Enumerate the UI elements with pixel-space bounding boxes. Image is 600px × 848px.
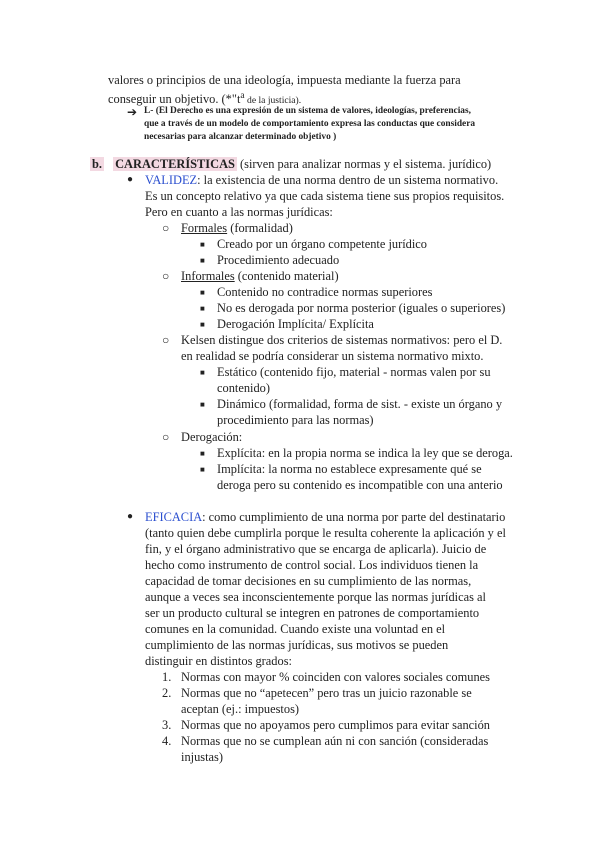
informales-term: Informales bbox=[181, 269, 235, 283]
validez-line-1 bbox=[145, 172, 498, 188]
grade-3-line-1: Normas que no apoyamos pero cumplimos para evitar sanción bbox=[181, 718, 490, 732]
square-bullet-icon: ■ bbox=[200, 368, 205, 377]
section-b-letter: b. bbox=[92, 157, 102, 171]
eficacia-line-3: fin, y el órgano administrativo que se encarga de aplicarla). Juicio de bbox=[145, 542, 487, 556]
circle-bullet-icon: ○ bbox=[162, 269, 170, 283]
grade-number: 1. bbox=[162, 670, 172, 684]
intro-line-2-text: conseguir un objetivo. (*"t bbox=[108, 92, 241, 107]
grade-number: 2. bbox=[162, 686, 172, 700]
section-b-subtitle: (sirven para analizar normas y el sistema. jurídico) bbox=[236, 157, 492, 171]
validez-line-1-text: : la existencia de una norma dentro de un sistema normativo. bbox=[197, 173, 499, 187]
derogacion-implicita-line-1: Implícita: la norma no establece expresamente qué se bbox=[217, 462, 482, 476]
square-bullet-icon: ■ bbox=[200, 304, 205, 313]
derogacion-title: Derogación: bbox=[181, 430, 243, 444]
derogacion-implicita-line-2: deroga pero su contenido es incompatible con una anterio bbox=[217, 478, 503, 492]
kelsen-line-2: en realidad se podría considerar un sistema normativo mixto. bbox=[181, 349, 484, 363]
kelsen-estatico-line-2: contenido) bbox=[217, 381, 270, 395]
intro-note-line-2: que a través de un modelo de comportamiento expresa las conductas que considera bbox=[144, 119, 476, 129]
square-bullet-icon: ■ bbox=[200, 240, 205, 249]
eficacia-line-9: cumplimiento de las normas jurídicas, sus motivos se pueden bbox=[145, 638, 449, 652]
kelsen-line-1: Kelsen distingue dos criterios de sistemas normativos: pero el D. bbox=[181, 333, 503, 347]
grade-2-line-1: Normas que no “apetecen” pero tras un juicio razonable se bbox=[181, 686, 472, 700]
square-bullet-icon: ■ bbox=[200, 465, 205, 474]
informales-heading bbox=[181, 268, 339, 284]
grade-4-line-2: injustas) bbox=[181, 750, 223, 764]
informales-item-2: No es derogada por norma posterior (iguales o superiores) bbox=[217, 301, 506, 315]
circle-bullet-icon: ○ bbox=[162, 333, 170, 347]
arrow-icon: ➔ bbox=[127, 105, 138, 119]
informales-item-3: Derogación Implícita/ Explícita bbox=[217, 317, 374, 331]
eficacia-line-1-text: : como cumplimiento de una norma por parte del destinatario bbox=[202, 510, 506, 524]
formales-item-2: Procedimiento adecuado bbox=[217, 253, 340, 267]
validez-line-3: Pero en cuanto a las normas jurídicas: bbox=[145, 205, 333, 219]
intro-note-line-3: necesarias para alcanzar determinado objetivo ) bbox=[144, 132, 337, 142]
square-bullet-icon: ■ bbox=[200, 320, 205, 329]
section-b-heading bbox=[90, 156, 491, 172]
kelsen-dinamico-line-1: Dinámico (formalidad, forma de sist. - existe un órgano y bbox=[217, 397, 503, 411]
grade-4-line-1: Normas que no se cumplean aún ni con sanción (consideradas bbox=[181, 734, 489, 748]
derogacion-explicita: Explícita: en la propia norma se indica la ley que se deroga. bbox=[217, 446, 513, 460]
intro-line-2-sup: a bbox=[240, 90, 245, 101]
formales-term: Formales bbox=[181, 221, 228, 235]
circle-bullet-icon: ○ bbox=[162, 430, 170, 444]
eficacia-line-4: hecho como instrumento de control social. Los individuos tienen la bbox=[145, 558, 479, 572]
square-bullet-icon: ■ bbox=[200, 400, 205, 409]
validez-line-2: Es un concepto relativo ya que cada sistema tiene sus propios requisitos. bbox=[145, 189, 505, 203]
kelsen-dinamico-line-2: procedimiento para las normas) bbox=[217, 413, 374, 427]
eficacia-line-7: ser un producto cultural se integren en patrones de comportamiento bbox=[145, 606, 480, 620]
formales-rest: (formalidad) bbox=[227, 221, 293, 235]
eficacia-line-10: distinguir en distintos grados: bbox=[145, 654, 292, 668]
intro-line-1: valores o principios de una ideología, impuesta mediante la fuerza para bbox=[108, 73, 461, 87]
eficacia-line-8: comunes en la comunidad. Cuando existe una voluntad en el bbox=[145, 622, 446, 636]
grade-1-line-1: Normas con mayor % coinciden con valores sociales comunes bbox=[181, 670, 490, 684]
intro-line-2-end: de la justicia). bbox=[244, 95, 302, 107]
informales-rest: (contenido material) bbox=[234, 269, 339, 283]
formales-item-1: Creado por un órgano competente jurídico bbox=[217, 237, 428, 251]
grade-2-line-2: aceptan (ej.: impuestos) bbox=[181, 702, 300, 716]
grade-number: 4. bbox=[162, 734, 172, 748]
eficacia-term: EFICACIA bbox=[145, 510, 203, 524]
eficacia-line-2: (tanto quien debe cumplirla porque le resulta coherente la aplicación y el bbox=[145, 526, 506, 540]
square-bullet-icon: ■ bbox=[200, 449, 205, 458]
informales-item-1: Contenido no contradice normas superiores bbox=[217, 285, 433, 299]
section-b-title: CARACTERÍSTICAS bbox=[115, 157, 235, 171]
grade-number: 3. bbox=[162, 718, 172, 732]
kelsen-estatico-line-1: Estático (contenido fijo, material - normas valen por su bbox=[217, 365, 491, 379]
eficacia-line-1 bbox=[145, 509, 505, 525]
eficacia-line-6: aunque a veces sea inconscientemente porque las normas jurídicas al bbox=[145, 590, 486, 604]
validez-term: VALIDEZ bbox=[145, 173, 198, 187]
intro-note-line-1: L- (El Derecho es una expresión de un sistema de valores, ideologías, preferencias, bbox=[144, 106, 471, 116]
circle-bullet-icon: ○ bbox=[162, 221, 170, 235]
eficacia-line-5: capacidad de tomar decisiones en su cumplimiento de las normas, bbox=[145, 574, 472, 588]
formales-heading bbox=[181, 220, 293, 236]
bullet-icon: ● bbox=[127, 174, 134, 185]
square-bullet-icon: ■ bbox=[200, 256, 205, 265]
square-bullet-icon: ■ bbox=[200, 288, 205, 297]
bullet-icon: ● bbox=[127, 511, 134, 522]
